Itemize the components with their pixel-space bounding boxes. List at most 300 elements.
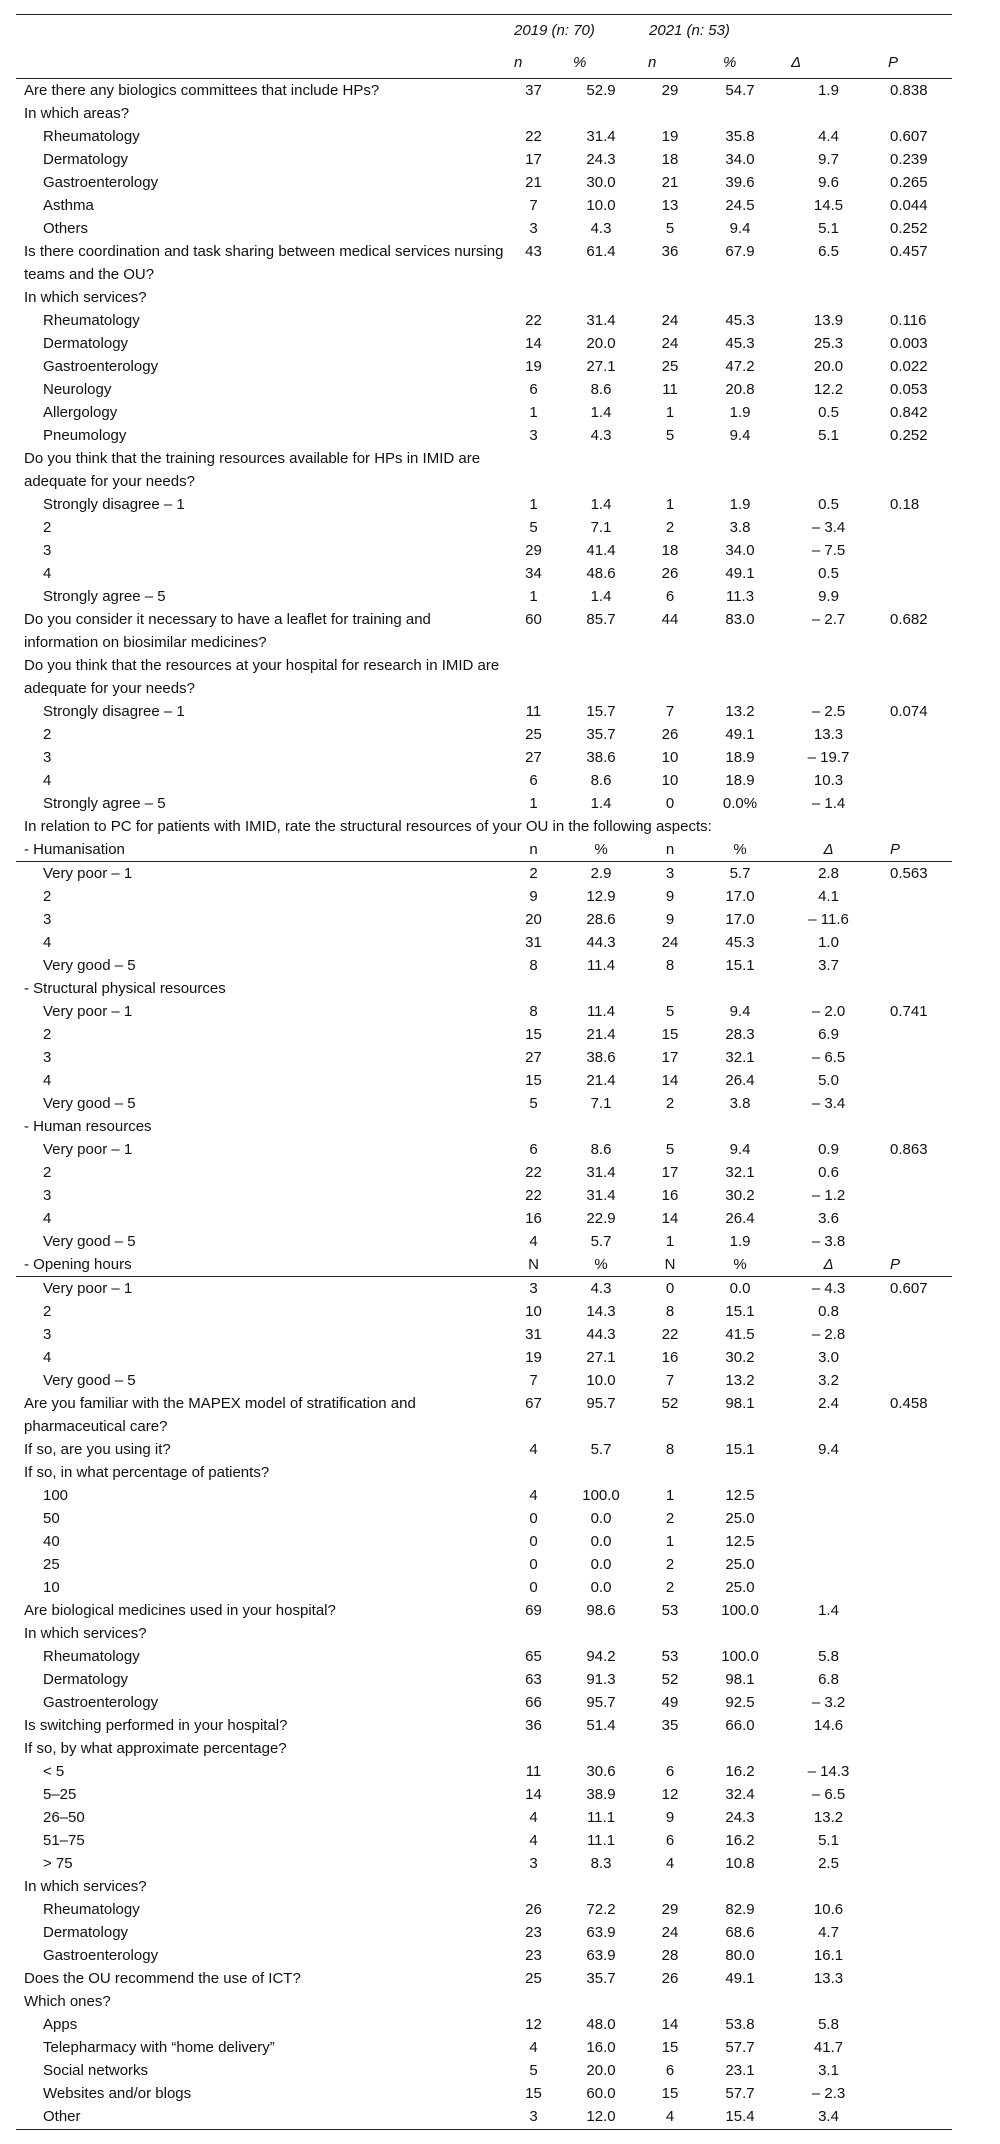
row-item-label: 4	[43, 772, 52, 789]
cell-delta: 5.8	[818, 2016, 839, 2033]
cell-n-2021: 53	[661, 1602, 679, 1619]
cell-delta	[781, 1622, 876, 1645]
cell-n-2019: 0	[529, 1510, 538, 1527]
row-item-label: 2	[43, 1026, 52, 1043]
table-row	[16, 1760, 952, 1783]
cell-p-value	[876, 977, 952, 1000]
cell-p-value: 0.265	[890, 174, 928, 191]
col-header-delta: Δ	[781, 47, 876, 79]
col-header-pct-2019: %	[561, 47, 641, 79]
cell-n-2019: 60	[525, 611, 542, 628]
row-item-label: 26–50	[43, 1809, 85, 1826]
table-row	[16, 1783, 952, 1806]
table-row	[16, 1737, 952, 1760]
cell-n-2019: 9	[529, 888, 538, 905]
cell-n-2021: 21	[661, 174, 679, 191]
question-label: Do you think that the training resources available for HPs in IMID are adequate for your needs?	[24, 450, 481, 490]
cell-n-2019: 7	[529, 197, 538, 214]
table-row	[16, 1599, 952, 1622]
cell-pct-2019: 8.3	[590, 1855, 612, 1872]
cell-n-2019: 34	[525, 565, 542, 582]
cell-p-value	[876, 1852, 952, 1875]
cell-pct-2021: 53.8	[725, 2016, 755, 2033]
cell-pct-2019: 27.1	[586, 358, 616, 375]
cell-pct-2021: 49.1	[725, 1970, 755, 1987]
cell-n-2021: 1	[665, 496, 675, 513]
cell-pct-2019: 20.0	[586, 2062, 616, 2079]
cell-n-2021: 1	[665, 1533, 675, 1550]
row-item-label: Other	[16, 2105, 506, 2130]
table-row	[16, 378, 952, 401]
row-item-label: 50	[43, 1510, 60, 1527]
cell-pct-2019: 28.6	[586, 911, 616, 928]
cell-pct-2021	[699, 102, 781, 125]
row-item-label: 4	[43, 1210, 52, 1227]
cell-pct-2021: 0.0	[729, 1280, 751, 1297]
cell-n-2019: 3	[529, 220, 538, 237]
cell-pct-2021: 32.4	[725, 1786, 755, 1803]
cell-n-2021: 4	[641, 2105, 699, 2130]
cell-n-2021: 14	[661, 1072, 679, 1089]
question-label: Which ones?	[24, 1993, 111, 2010]
table-row	[16, 1875, 952, 1898]
cell-pct-2021: 30.2	[725, 1349, 755, 1366]
cell-pct-2019: 38.6	[586, 749, 616, 766]
cell-n-2021: N	[641, 1253, 699, 1277]
cell-n-2019	[506, 1875, 561, 1898]
cell-p-value	[876, 746, 952, 769]
cell-n-2019: 17	[525, 151, 542, 168]
question-label: If so, are you using it?	[24, 1441, 171, 1458]
cell-pct-2019: 48.6	[586, 565, 616, 582]
cell-n-2019: 37	[525, 82, 542, 99]
cell-n-2019: 0	[529, 1579, 538, 1596]
cell-p-value	[876, 1069, 952, 1092]
table-row	[16, 585, 952, 608]
row-item-label: 2	[43, 726, 52, 743]
cell-pct-2021: 11.3	[725, 588, 755, 605]
cell-pct-2019: 63.9	[586, 1924, 616, 1941]
cell-pct-2019: 35.7	[586, 726, 616, 743]
cell-n-2021: 4	[665, 1855, 675, 1872]
cell-pct-2019: 1.4	[590, 795, 612, 812]
cell-n-2021	[641, 286, 699, 309]
cell-p-value	[876, 1300, 952, 1323]
cell-n-2019: 25	[525, 1970, 542, 1987]
cell-p-value: P	[876, 1253, 952, 1277]
cell-p-value	[876, 539, 952, 562]
cell-pct-2019: 15.7	[586, 703, 616, 720]
cell-n-2019: 0	[529, 1533, 538, 1550]
table-row	[16, 1944, 952, 1967]
cell-p-value	[876, 1023, 952, 1046]
row-item-label: 4	[43, 1072, 52, 1089]
row-item-label: Dermatology	[43, 151, 129, 168]
cell-pct-2021: 18.9	[725, 749, 755, 766]
cell-n-2019	[506, 1115, 561, 1138]
cell-p-value	[876, 1645, 952, 1668]
table-row	[16, 1806, 952, 1829]
cell-p-value: 0.003	[890, 335, 928, 352]
question-label: - Structural physical resources	[24, 980, 226, 997]
cell-n-2021: 11	[662, 381, 678, 398]
cell-n-2021: 8	[665, 1303, 675, 1320]
cell-delta: 4.1	[818, 888, 839, 905]
cell-pct-2021: 45.3	[725, 312, 755, 329]
cell-n-2021	[641, 447, 699, 493]
cell-delta	[781, 286, 876, 309]
cell-n-2021: 5	[665, 1141, 675, 1158]
cell-pct-2021	[699, 1622, 781, 1645]
table-row	[16, 1046, 952, 1069]
cell-n-2019: 16	[525, 1210, 542, 1227]
survey-results-table-container	[16, 14, 952, 2130]
row-item-label: 25	[43, 1556, 60, 1573]
cell-n-2019: 0	[529, 1556, 538, 1573]
row-item-label: Rheumatology	[43, 128, 140, 145]
cell-pct-2021: 15.1	[725, 1303, 755, 1320]
cell-n-2021: 36	[661, 243, 679, 260]
row-item-label: Neurology	[43, 381, 112, 398]
row-item-label: Others	[43, 220, 89, 237]
cell-pct-2021: 32.1	[725, 1164, 755, 1181]
table-row	[16, 148, 952, 171]
table-row	[16, 1069, 952, 1092]
cell-n-2019: 4	[529, 1233, 538, 1250]
cell-p-value	[876, 885, 952, 908]
cell-n-2019: 1	[529, 588, 538, 605]
cell-pct-2019: 16.0	[586, 2039, 616, 2056]
cell-n-2021	[641, 1461, 699, 1484]
row-item-label: 2	[43, 519, 52, 536]
cell-n-2021: 17	[661, 1049, 679, 1066]
row-item-label: 4	[43, 1349, 52, 1366]
table-row	[16, 309, 952, 332]
cell-delta	[781, 1875, 876, 1898]
table-row	[16, 1829, 952, 1852]
table-row	[16, 746, 952, 769]
cell-pct-2021: 15.4	[699, 2105, 781, 2130]
table-row	[16, 1990, 952, 2013]
cell-p-value: 0.044	[890, 197, 928, 214]
cell-pct-2019: 11.4	[586, 957, 616, 974]
cell-pct-2019: 10.0	[586, 197, 616, 214]
cell-pct-2021: 30.2	[725, 1187, 755, 1204]
cell-delta: Δ	[781, 1253, 876, 1277]
question-label: - Human resources	[24, 1118, 152, 1135]
cell-p-value	[876, 1691, 952, 1714]
cell-pct-2021: 1.9	[729, 404, 751, 421]
cell-delta: 3.7	[818, 957, 839, 974]
cell-pct-2019: 94.2	[586, 1648, 616, 1665]
cell-pct-2021: 23.1	[725, 2062, 755, 2079]
cell-p-value	[876, 1484, 952, 1507]
cell-delta: 14.5	[813, 197, 844, 214]
cell-pct-2021: 32.1	[725, 1049, 755, 1066]
cell-delta: 13.3	[813, 1970, 844, 1987]
cell-pct-2019	[561, 977, 641, 1000]
cell-n-2021: 8	[665, 1441, 675, 1458]
cell-n-2019: N	[506, 1253, 561, 1277]
table-row	[16, 1461, 952, 1484]
cell-pct-2019	[561, 654, 641, 700]
cell-delta: – 2.3	[811, 2085, 846, 2102]
cell-pct-2021: 25.0	[725, 1556, 755, 1573]
cell-n-2019	[506, 977, 561, 1000]
cell-n-2021: 18	[661, 151, 679, 168]
cell-n-2019: 4	[529, 1441, 538, 1458]
row-item-label: Strongly agree – 5	[43, 588, 166, 605]
cell-n-2019: 3	[529, 1280, 538, 1297]
cell-p-value: 0.457	[890, 243, 928, 260]
subsection-label: - Humanisation	[16, 838, 506, 862]
cell-delta: 41.7	[813, 2039, 844, 2056]
cell-n-2019: 5	[529, 519, 538, 536]
group-header-2019: 2019 (n: 70)	[506, 15, 641, 48]
cell-p-value: P	[876, 838, 952, 862]
cell-p-value: 0.18	[890, 496, 920, 513]
survey-results-table	[16, 14, 952, 2130]
cell-n-2019: 14	[525, 1786, 542, 1803]
cell-n-2019: 8	[529, 957, 538, 974]
cell-n-2019: 10	[525, 1303, 542, 1320]
cell-n-2019	[506, 102, 561, 125]
cell-n-2019	[506, 1737, 561, 1760]
cell-pct-2019: 98.6	[586, 1602, 616, 1619]
cell-pct-2019: 85.7	[586, 611, 616, 628]
cell-p-value	[876, 1668, 952, 1691]
cell-delta: 13.9	[813, 312, 844, 329]
table-row	[16, 355, 952, 378]
row-item-label: 40	[43, 1533, 60, 1550]
cell-pct-2019: 60.0	[586, 2085, 616, 2102]
cell-delta: 0.8	[818, 1303, 839, 1320]
cell-delta: 4.7	[818, 1924, 839, 1941]
cell-n-2021: 3	[665, 865, 675, 882]
cell-n-2019: 27	[525, 749, 542, 766]
cell-delta: 6.9	[818, 1026, 839, 1043]
cell-delta: 5.1	[818, 220, 839, 237]
question-label: If so, by what approximate percentage?	[24, 1740, 287, 1757]
cell-pct-2021: 10.8	[725, 1855, 755, 1872]
table-row	[16, 769, 952, 792]
row-item-label: > 75	[43, 1855, 73, 1872]
cell-pct-2021: 17.0	[725, 911, 755, 928]
cell-delta: 10.3	[813, 772, 844, 789]
cell-p-value: 0.607	[890, 128, 928, 145]
cell-delta: – 1.4	[811, 795, 846, 812]
cell-n-2021: 24	[661, 335, 679, 352]
cell-pct-2019	[561, 447, 641, 493]
cell-delta: – 3.4	[811, 519, 846, 536]
row-item-label: 4	[43, 565, 52, 582]
cell-n-2019: 23	[525, 1924, 542, 1941]
cell-n-2019: 3	[506, 2105, 561, 2130]
table-row	[16, 2082, 952, 2105]
row-item-label: Very good – 5	[43, 1095, 136, 1112]
cell-n-2019: 19	[525, 1349, 542, 1366]
cell-p-value	[876, 1530, 952, 1553]
row-item-label: Asthma	[43, 197, 94, 214]
cell-pct-2019: 51.4	[586, 1717, 616, 1734]
cell-pct-2019: 10.0	[586, 1372, 616, 1389]
table-row	[16, 954, 952, 977]
cell-pct-2021: 24.3	[725, 1809, 755, 1826]
cell-delta: 0.5	[818, 404, 839, 421]
table-row	[16, 931, 952, 954]
cell-n-2019: 22	[525, 128, 542, 145]
cell-pct-2019: 44.3	[586, 1326, 616, 1343]
cell-n-2019: 26	[525, 1901, 542, 1918]
cell-p-value	[876, 516, 952, 539]
cell-pct-2021: 41.5	[725, 1326, 755, 1343]
cell-delta	[781, 977, 876, 1000]
cell-pct-2019: 8.6	[590, 1141, 612, 1158]
cell-p-value	[876, 1046, 952, 1069]
cell-n-2019: 29	[525, 542, 542, 559]
table-row	[16, 1438, 952, 1461]
cell-n-2021: n	[641, 838, 699, 862]
table-row	[16, 1115, 952, 1138]
cell-pct-2021: 15.1	[725, 1441, 755, 1458]
cell-n-2021: 15	[661, 2085, 679, 2102]
cell-n-2021: 8	[665, 957, 675, 974]
table-row	[16, 1369, 952, 1392]
cell-n-2021: 29	[661, 1901, 679, 1918]
row-item-label: Websites and/or blogs	[43, 2085, 192, 2102]
cell-pct-2021: 13.2	[725, 703, 755, 720]
cell-n-2021	[641, 977, 699, 1000]
table-row	[16, 908, 952, 931]
cell-n-2019	[506, 1461, 561, 1484]
cell-delta: 1.4	[818, 1602, 839, 1619]
cell-delta: – 6.5	[811, 1049, 846, 1066]
cell-n-2019: 6	[529, 381, 538, 398]
cell-pct-2019: 4.3	[590, 427, 612, 444]
cell-n-2021: 6	[665, 1832, 675, 1849]
cell-delta: 12.2	[813, 381, 844, 398]
cell-pct-2021: 45.3	[725, 934, 755, 951]
cell-p-value	[876, 1783, 952, 1806]
cell-delta	[781, 1115, 876, 1138]
cell-p-value	[876, 931, 952, 954]
cell-n-2019	[506, 1622, 561, 1645]
cell-p-value: 0.838	[890, 82, 928, 99]
cell-n-2019: 66	[525, 1694, 542, 1711]
cell-n-2019: 4	[529, 1832, 538, 1849]
cell-delta	[781, 1461, 876, 1484]
cell-pct-2019: 38.6	[586, 1049, 616, 1066]
table-row	[16, 862, 952, 886]
cell-p-value: 0.252	[890, 427, 928, 444]
cell-pct-2019: 0.0	[590, 1556, 612, 1573]
cell-pct-2019: 24.3	[586, 151, 616, 168]
cell-p-value	[876, 1760, 952, 1783]
table-row	[16, 1668, 952, 1691]
cell-pct-2019: 27.1	[586, 1349, 616, 1366]
cell-pct-2019: 31.4	[586, 312, 616, 329]
cell-pct-2019: 2.9	[590, 865, 612, 882]
cell-pct-2019: 63.9	[586, 1947, 616, 1964]
cell-delta: – 1.2	[811, 1187, 846, 1204]
cell-pct-2021: 15.1	[725, 957, 755, 974]
question-label: Are you familiar with the MAPEX model of stratification and pharmaceutical care?	[24, 1395, 416, 1435]
cell-pct-2019: 5.7	[590, 1233, 612, 1250]
cell-delta: 9.4	[818, 1441, 839, 1458]
row-item-label: Very poor – 1	[43, 1141, 133, 1158]
cell-p-value	[876, 2059, 952, 2082]
table-row	[16, 1392, 952, 1438]
cell-pct-2021: 49.1	[725, 726, 755, 743]
cell-pct-2021: 9.4	[729, 1141, 751, 1158]
cell-n-2019: 31	[525, 934, 542, 951]
cell-n-2019: 31	[525, 1326, 542, 1343]
cell-n-2021: 26	[661, 565, 679, 582]
cell-p-value: 0.563	[890, 865, 928, 882]
row-item-label: Dermatology	[43, 335, 129, 352]
cell-n-2021: 15	[661, 1026, 679, 1043]
table-row	[16, 1714, 952, 1737]
row-item-label: Very good – 5	[43, 957, 136, 974]
cell-pct-2019	[561, 1622, 641, 1645]
row-item-label: Gastroenterology	[43, 358, 159, 375]
cell-p-value	[876, 1599, 952, 1622]
cell-pct-2021: 9.4	[729, 1003, 751, 1020]
row-item-label: Gastroenterology	[43, 174, 159, 191]
cell-pct-2021: 49.1	[725, 565, 755, 582]
cell-pct-2019: 0.0	[590, 1510, 612, 1527]
cell-p-value	[876, 1990, 952, 2013]
table-row	[16, 1230, 952, 1253]
cell-pct-2019: 11.1	[586, 1832, 616, 1849]
cell-pct-2019: 4.3	[590, 220, 612, 237]
cell-n-2021: 6	[665, 588, 675, 605]
cell-pct-2019: 31.4	[586, 128, 616, 145]
cell-n-2019: 1	[529, 404, 538, 421]
question-label: In which areas?	[24, 105, 130, 122]
question-label: In which services?	[24, 1878, 147, 1895]
cell-pct-2021: 12.5	[725, 1533, 755, 1550]
cell-pct-2021	[699, 1990, 781, 2013]
question-label: Are biological medicines used in your hospital?	[24, 1602, 336, 1619]
row-item-label: 100	[43, 1487, 69, 1504]
cell-n-2019: 27	[525, 1049, 542, 1066]
table-row	[16, 1898, 952, 1921]
table-row	[16, 1207, 952, 1230]
cell-pct-2021: 83.0	[725, 611, 755, 628]
cell-n-2021: 7	[665, 703, 675, 720]
row-item-label: 3	[43, 911, 52, 928]
table-row	[16, 2036, 952, 2059]
cell-n-2019: 6	[529, 772, 538, 789]
cell-delta	[781, 1553, 876, 1576]
cell-p-value	[876, 1461, 952, 1484]
cell-n-2021: 10	[661, 772, 679, 789]
cell-pct-2019: %	[561, 1253, 641, 1277]
table-row	[16, 608, 952, 654]
cell-n-2019: 22	[525, 1164, 542, 1181]
cell-pct-2021: 80.0	[725, 1947, 755, 1964]
cell-n-2021	[641, 1875, 699, 1898]
row-item-label: Rheumatology	[43, 312, 140, 329]
row-item-label: 3	[43, 749, 52, 766]
table-row	[16, 1553, 952, 1576]
cell-pct-2019	[561, 1990, 641, 2013]
cell-pct-2021: 18.9	[725, 772, 755, 789]
cell-p-value: 0.252	[890, 220, 928, 237]
cell-n-2021: 16	[661, 1187, 679, 1204]
question-label: Do you think that the resources at your hospital for research in IMID are adequate for your needs?	[24, 657, 500, 697]
